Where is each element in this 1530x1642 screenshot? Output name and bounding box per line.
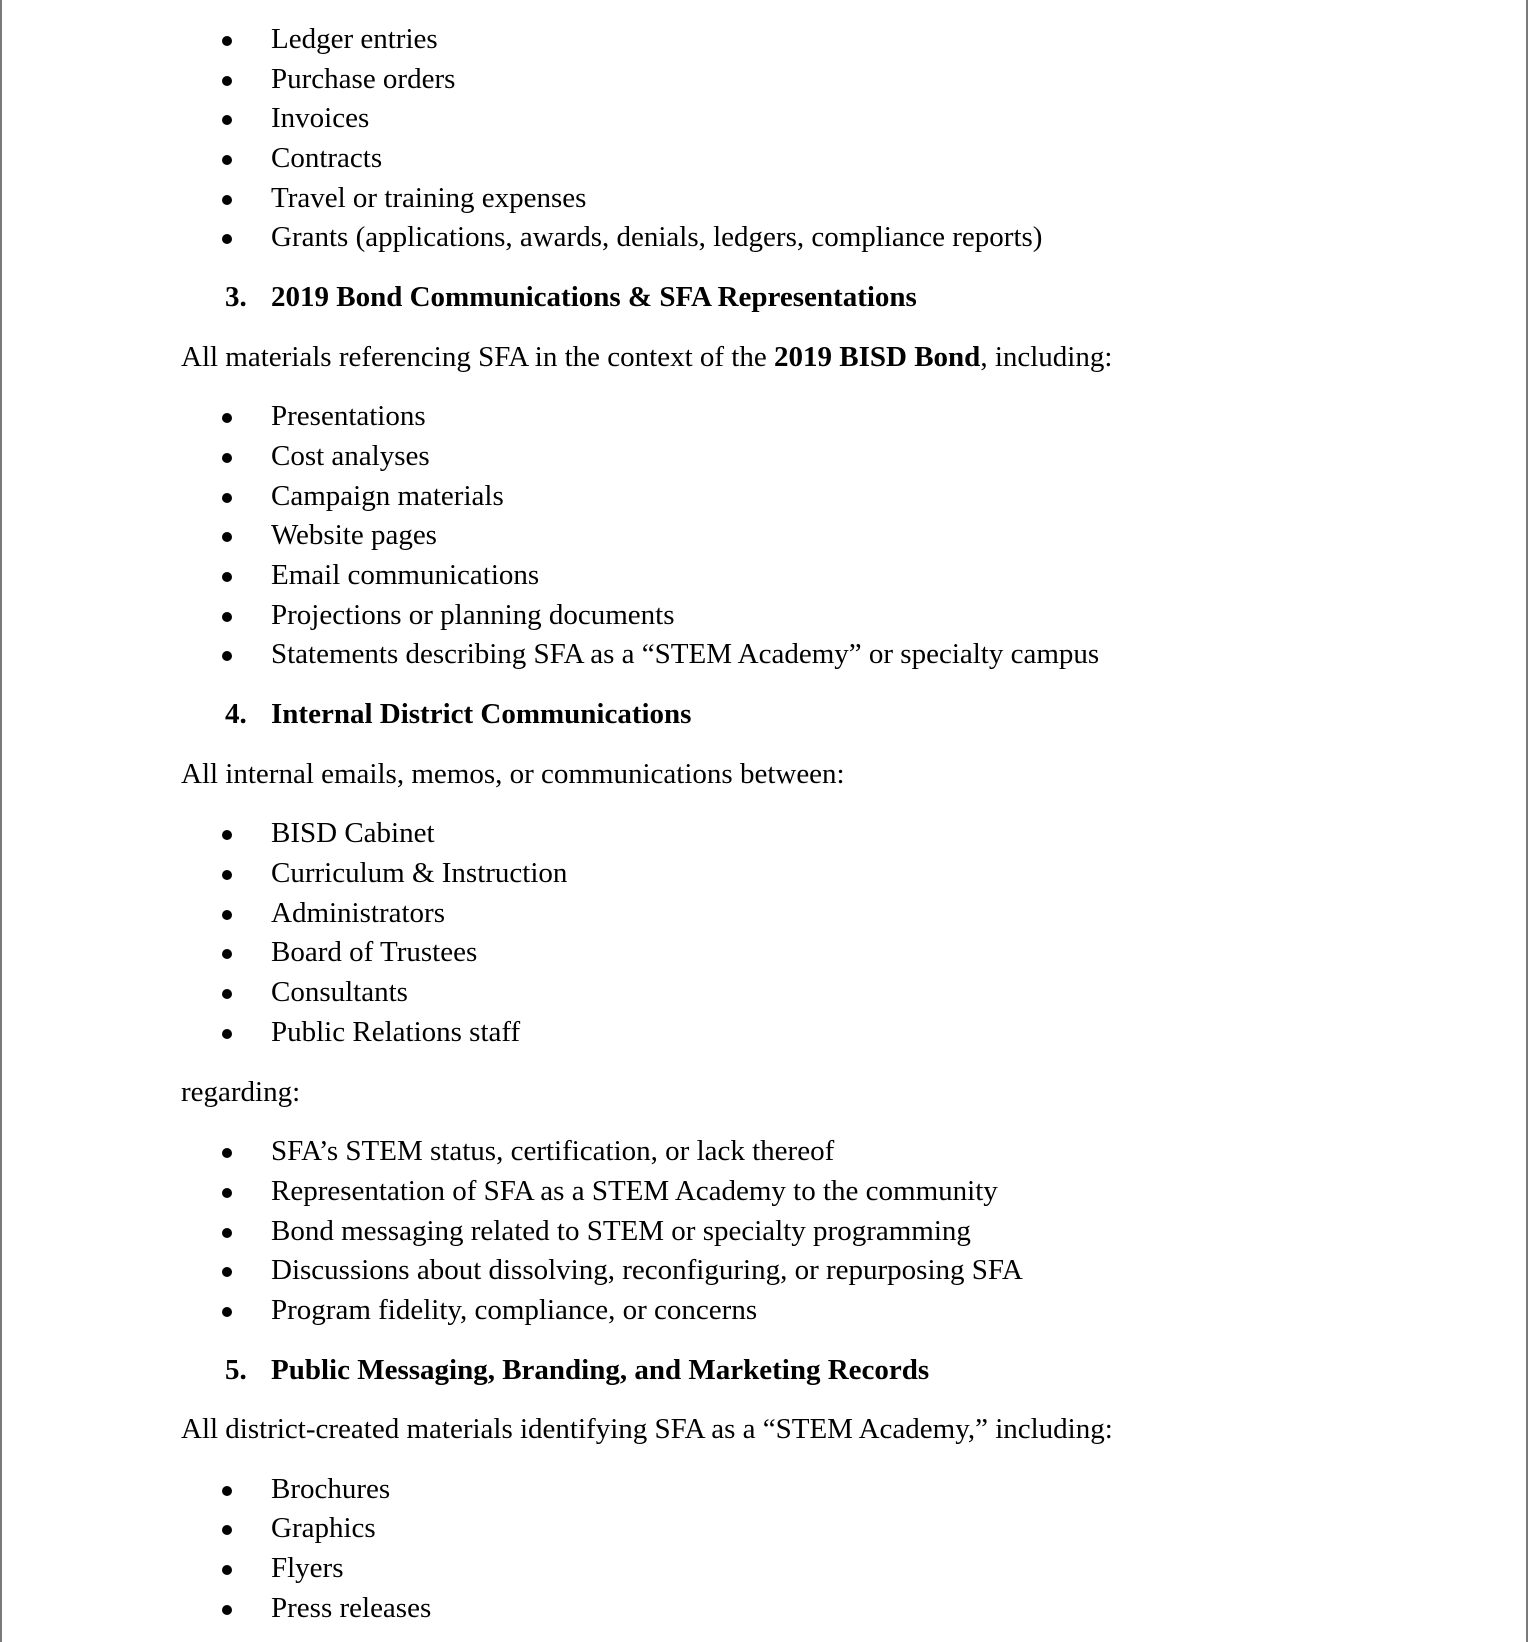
- bullet-icon: [222, 1565, 232, 1575]
- bullet-icon: [222, 1148, 232, 1158]
- bullet-icon: [222, 453, 232, 463]
- bullet-icon: [222, 870, 232, 880]
- bullet-icon: [222, 76, 232, 86]
- bullet-icon: [222, 234, 232, 244]
- bullet-icon: [222, 1228, 232, 1238]
- bullet-icon: [222, 612, 232, 622]
- section-5-intro: All district-created materials identifying SFA as a “STEM Academy,” including:: [181, 1413, 1113, 1445]
- bullet-icon: [222, 1029, 232, 1039]
- bullet-icon: [222, 1307, 232, 1317]
- bullet-icon: [222, 1605, 232, 1615]
- bullet-icon: [222, 572, 232, 582]
- document-page: Ledger entries Purchase orders Invoices Contracts Travel or training expenses Grants (applications, awards, denials, ledgers, compliance reports) 3. 2019 Bond Communications & SFA Representations All materials referencing SFA in the context of the 2019 BISD Bond, including: Presentations Cost analyses Campaign materials Website pages Email communications Projections or planning documents Statements describing SFA as a “STEM Academy” or specialty campus 4. Internal District Communications All internal emails, memos, or communications between: BISD Cabinet Curriculum & Instruction Administrators Board of Trustees Consultants Public Relations staff regarding: SFA’s STEM status, certification, or lack thereof Representation of SFA as a STEM Academy to the community Bond messaging related to STEM or specialty programming Discussions about dissolving, reconfiguring, or repurposing SFA Program fidelity, compliance, or concerns 5. Public Messaging, Branding, and Marketing Records All district-created materials identifying SFA as a “STEM Academy,” including: Brochures Graphics Flyers Press releases: [181, 23, 1113, 1624]
- bullet-icon: [222, 949, 232, 959]
- bullet-icon: [222, 532, 232, 542]
- bullet-icon: [222, 989, 232, 999]
- bullet-icon: [222, 413, 232, 423]
- bullet-icon: [222, 493, 232, 503]
- bullet-icon: [222, 651, 232, 661]
- bullet-icon: [222, 830, 232, 840]
- bullet-icon: [222, 115, 232, 125]
- section-3-intro: All materials referencing SFA in the context of the 2019 BISD Bond, including:: [181, 341, 1113, 373]
- bullet-icon: [222, 910, 232, 920]
- bullet-icon: [222, 155, 232, 165]
- bullet-icon: [222, 195, 232, 205]
- bullet-icon: [222, 1267, 232, 1277]
- bullet-icon: [222, 1525, 232, 1535]
- bullet-icon: [222, 36, 232, 46]
- section-4-intro: All internal emails, memos, or communications between:: [181, 758, 845, 790]
- bullet-icon: [222, 1188, 232, 1198]
- bullet-icon: [222, 1486, 232, 1496]
- regarding-label: regarding:: [181, 1076, 301, 1108]
